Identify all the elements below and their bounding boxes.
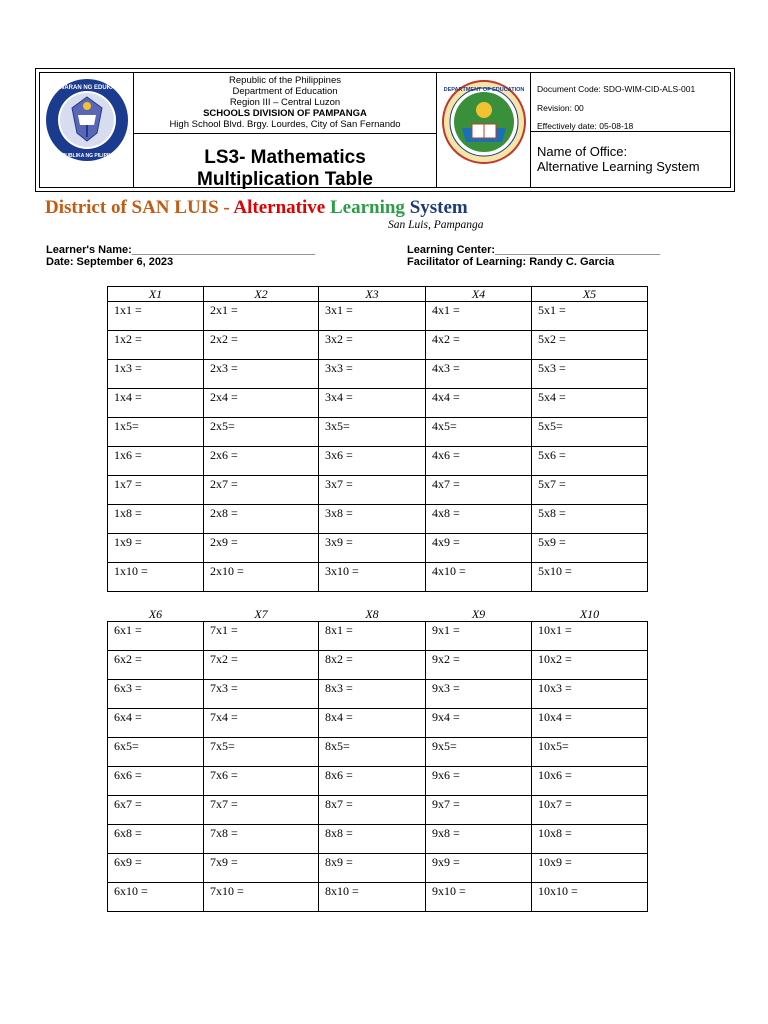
header-divider: [436, 73, 437, 187]
table-row: [108, 563, 648, 592]
equation-label: 6x10 =: [114, 884, 148, 898]
equation-label: 3x3 =: [325, 361, 353, 375]
equation-label: 2x1 =: [210, 303, 238, 317]
answer-cell[interactable]: [108, 622, 204, 651]
answer-cell[interactable]: [204, 331, 319, 360]
equation-label: 5x9 =: [538, 535, 566, 549]
document-header: [35, 68, 735, 192]
equation-label: 3x6 =: [325, 448, 353, 462]
equation-label: 10x5=: [538, 739, 569, 753]
answer-cell[interactable]: [108, 447, 204, 476]
answer-cell[interactable]: [426, 505, 532, 534]
answer-cell[interactable]: [204, 883, 319, 912]
column-header: X9: [426, 607, 532, 622]
district-word-system: System: [409, 197, 468, 218]
office-name: Alternative Learning System: [537, 159, 700, 174]
answer-cell[interactable]: [426, 389, 532, 418]
equation-label: 5x2 =: [538, 332, 566, 346]
answer-cell[interactable]: [108, 360, 204, 389]
column-header: X7: [204, 607, 319, 622]
answer-cell[interactable]: [108, 534, 204, 563]
answer-cell[interactable]: [532, 389, 648, 418]
equation-label: 1x5=: [114, 419, 139, 433]
answer-cell[interactable]: [532, 331, 648, 360]
answer-cell[interactable]: [108, 825, 204, 854]
equation-label: 9x9 =: [432, 855, 460, 869]
answer-cell[interactable]: [319, 505, 426, 534]
equation-label: 9x5=: [432, 739, 457, 753]
equation-label: 3x2 =: [325, 332, 353, 346]
equation-label: 7x2 =: [210, 652, 238, 666]
equation-label: 2x6 =: [210, 448, 238, 462]
answer-cell[interactable]: [319, 418, 426, 447]
equation-label: 6x2 =: [114, 652, 142, 666]
table-row: [108, 680, 648, 709]
equation-label: 8x4 =: [325, 710, 353, 724]
svg-text:DEPARTMENT OF EDUCATION: DEPARTMENT OF EDUCATION: [443, 87, 525, 93]
equation-label: 3x4 =: [325, 390, 353, 404]
equation-label: 4x6 =: [432, 448, 460, 462]
answer-cell[interactable]: [532, 476, 648, 505]
table-row: [108, 825, 648, 854]
equation-label: 10x1 =: [538, 623, 572, 637]
svg-text:KAGAWARAN NG EDUKASYON: KAGAWARAN NG EDUKASYON: [44, 85, 130, 91]
equation-label: 7x5=: [210, 739, 235, 753]
learning-center-field[interactable]: Learning Center:___________________________: [407, 244, 661, 256]
equation-label: 1x10 =: [114, 564, 148, 578]
answer-cell[interactable]: [204, 622, 319, 651]
answer-cell[interactable]: [532, 360, 648, 389]
answer-cell[interactable]: [532, 534, 648, 563]
equation-label: 1x2 =: [114, 332, 142, 346]
answer-cell[interactable]: [319, 738, 426, 767]
district-separator: -: [218, 197, 234, 218]
multiplication-table-6-10: [107, 607, 648, 912]
equation-label: 1x4 =: [114, 390, 142, 404]
table-row: [108, 883, 648, 912]
district-location: San Luis, Pampanga: [388, 219, 484, 231]
answer-cell[interactable]: [319, 389, 426, 418]
equation-label: 7x4 =: [210, 710, 238, 724]
table-row: [108, 331, 648, 360]
answer-cell[interactable]: [426, 680, 532, 709]
office-address-block: [134, 75, 436, 130]
answer-cell[interactable]: [532, 447, 648, 476]
equation-label: 8x1 =: [325, 623, 353, 637]
answer-cell[interactable]: [204, 447, 319, 476]
equation-label: 10x9 =: [538, 855, 572, 869]
table-row: [108, 709, 648, 738]
equation-label: 9x3 =: [432, 681, 460, 695]
effective-date: Effectively date: 05-08-18: [537, 121, 634, 131]
answer-cell[interactable]: [426, 447, 532, 476]
district-word-learning: Learning: [329, 197, 405, 218]
equation-label: 5x8 =: [538, 506, 566, 520]
equation-label: 10x3 =: [538, 681, 572, 695]
column-header: X3: [319, 287, 426, 302]
equation-label: 8x9 =: [325, 855, 353, 869]
answer-cell[interactable]: [108, 796, 204, 825]
answer-cell[interactable]: [532, 825, 648, 854]
answer-cell[interactable]: [204, 796, 319, 825]
equation-label: 5x10 =: [538, 564, 572, 578]
answer-cell[interactable]: [319, 796, 426, 825]
answer-cell[interactable]: [319, 360, 426, 389]
equation-label: 1x1 =: [114, 303, 142, 317]
answer-cell[interactable]: [426, 331, 532, 360]
answer-cell[interactable]: [108, 651, 204, 680]
answer-cell[interactable]: [204, 534, 319, 563]
deped-seal-logo: [44, 77, 130, 163]
equation-label: 7x3 =: [210, 681, 238, 695]
column-header: X6: [108, 607, 204, 622]
table-row: [108, 505, 648, 534]
answer-cell[interactable]: [204, 825, 319, 854]
equation-label: 6x7 =: [114, 797, 142, 811]
equation-label: 7x1 =: [210, 623, 238, 637]
answer-cell[interactable]: [108, 738, 204, 767]
equation-label: 8x3 =: [325, 681, 353, 695]
answer-cell[interactable]: [204, 854, 319, 883]
equation-label: 10x2 =: [538, 652, 572, 666]
equation-label: 4x8 =: [432, 506, 460, 520]
table-row: [108, 854, 648, 883]
district-word-alternative: Alternative: [233, 197, 326, 218]
answer-cell[interactable]: [532, 796, 648, 825]
equation-label: 9x4 =: [432, 710, 460, 724]
table-row: [108, 476, 648, 505]
answer-cell[interactable]: [532, 709, 648, 738]
address-line: High School Blvd. Brgy. Lourdes, City of San Fernando: [169, 119, 401, 130]
equation-label: 6x3 =: [114, 681, 142, 695]
answer-cell[interactable]: [108, 767, 204, 796]
answer-cell[interactable]: [532, 767, 648, 796]
answer-cell[interactable]: [204, 389, 319, 418]
equation-label: 4x10 =: [432, 564, 466, 578]
answer-cell[interactable]: [426, 854, 532, 883]
equation-label: 9x6 =: [432, 768, 460, 782]
multiplication-table-1-5: [107, 286, 648, 592]
answer-cell[interactable]: [319, 680, 426, 709]
table-row: [108, 651, 648, 680]
column-header: X5: [532, 287, 648, 302]
column-header: X2: [204, 287, 319, 302]
table-row: [108, 534, 648, 563]
answer-cell[interactable]: [108, 563, 204, 592]
answer-cell[interactable]: [319, 651, 426, 680]
equation-label: 10x7 =: [538, 797, 572, 811]
equation-label: 7x9 =: [210, 855, 238, 869]
answer-cell[interactable]: [108, 505, 204, 534]
table-row: [108, 418, 648, 447]
equation-label: 7x10 =: [210, 884, 244, 898]
answer-cell[interactable]: [204, 418, 319, 447]
equation-label: 5x1 =: [538, 303, 566, 317]
answer-cell[interactable]: [204, 680, 319, 709]
equation-label: 2x5=: [210, 419, 235, 433]
equation-label: 5x4 =: [538, 390, 566, 404]
equation-label: 8x6 =: [325, 768, 353, 782]
equation-label: 9x1 =: [432, 623, 460, 637]
column-header: X8: [319, 607, 426, 622]
answer-cell[interactable]: [426, 563, 532, 592]
equation-label: 2x3 =: [210, 361, 238, 375]
header-divider: [530, 131, 730, 132]
table-row: [108, 302, 648, 331]
answer-cell[interactable]: [204, 360, 319, 389]
answer-cell[interactable]: [204, 767, 319, 796]
equation-label: 6x8 =: [114, 826, 142, 840]
equation-label: 4x1 =: [432, 303, 460, 317]
equation-label: 3x1 =: [325, 303, 353, 317]
answer-cell[interactable]: [532, 854, 648, 883]
answer-cell[interactable]: [426, 651, 532, 680]
equation-label: 5x7 =: [538, 477, 566, 491]
answer-cell[interactable]: [426, 738, 532, 767]
equation-label: 10x10 =: [538, 884, 578, 898]
equation-label: 3x7 =: [325, 477, 353, 491]
answer-cell[interactable]: [319, 476, 426, 505]
equation-label: 6x5=: [114, 739, 139, 753]
answer-cell[interactable]: [204, 563, 319, 592]
office-label: Name of Office:: [537, 144, 628, 159]
answer-cell[interactable]: [319, 331, 426, 360]
answer-cell[interactable]: [426, 767, 532, 796]
learner-name-field[interactable]: Learner's Name:______________________________: [46, 244, 316, 256]
answer-cell[interactable]: [108, 418, 204, 447]
answer-cell[interactable]: [319, 447, 426, 476]
answer-cell[interactable]: [532, 622, 648, 651]
answer-cell[interactable]: [426, 302, 532, 331]
equation-label: 6x4 =: [114, 710, 142, 724]
equation-label: 2x7 =: [210, 477, 238, 491]
equation-label: 8x2 =: [325, 652, 353, 666]
equation-label: 8x5=: [325, 739, 350, 753]
answer-cell[interactable]: [532, 418, 648, 447]
answer-cell[interactable]: [319, 622, 426, 651]
answer-cell[interactable]: [108, 854, 204, 883]
column-header: X4: [426, 287, 532, 302]
equation-label: 3x9 =: [325, 535, 353, 549]
equation-label: 7x6 =: [210, 768, 238, 782]
answer-cell[interactable]: [319, 534, 426, 563]
equation-label: 5x6 =: [538, 448, 566, 462]
equation-label: 1x8 =: [114, 506, 142, 520]
equation-label: 6x6 =: [114, 768, 142, 782]
answer-cell[interactable]: [426, 883, 532, 912]
answer-cell[interactable]: [204, 651, 319, 680]
division-line: SCHOOLS DIVISION OF PAMPANGA: [203, 108, 367, 119]
equation-label: 1x7 =: [114, 477, 142, 491]
answer-cell[interactable]: [319, 302, 426, 331]
answer-cell[interactable]: [319, 709, 426, 738]
answer-cell[interactable]: [532, 302, 648, 331]
date-line: Date: September 6, 2023: [46, 256, 174, 268]
equation-label: 10x4 =: [538, 710, 572, 724]
equation-label: 2x10 =: [210, 564, 244, 578]
equation-label: 6x1 =: [114, 623, 142, 637]
answer-cell[interactable]: [108, 389, 204, 418]
answer-cell[interactable]: [426, 360, 532, 389]
answer-cell[interactable]: [204, 709, 319, 738]
table-row: [108, 447, 648, 476]
equation-label: 8x10 =: [325, 884, 359, 898]
answer-cell[interactable]: [532, 738, 648, 767]
equation-label: 5x3 =: [538, 361, 566, 375]
answer-cell[interactable]: [204, 738, 319, 767]
equation-label: 8x7 =: [325, 797, 353, 811]
equation-label: 2x2 =: [210, 332, 238, 346]
answer-cell[interactable]: [319, 563, 426, 592]
region-line: Region III – Central Luzon: [229, 97, 341, 108]
equation-label: 1x6 =: [114, 448, 142, 462]
answer-cell[interactable]: [426, 825, 532, 854]
table-row: [108, 767, 648, 796]
equation-label: 3x8 =: [325, 506, 353, 520]
equation-label: 5x5=: [538, 419, 563, 433]
title-line-2: Multiplication Table: [197, 169, 373, 190]
answer-cell[interactable]: [532, 505, 648, 534]
equation-label: 9x7 =: [432, 797, 460, 811]
answer-cell[interactable]: [532, 680, 648, 709]
revision-number: Revision: 00: [537, 103, 584, 113]
equation-label: 10x6 =: [538, 768, 572, 782]
answer-cell[interactable]: [426, 709, 532, 738]
answer-cell[interactable]: [108, 680, 204, 709]
header-divider: [133, 133, 436, 134]
equation-label: 10x8 =: [538, 826, 572, 840]
equation-label: 4x4 =: [432, 390, 460, 404]
answer-cell[interactable]: [108, 476, 204, 505]
answer-cell[interactable]: [108, 883, 204, 912]
equation-label: 7x8 =: [210, 826, 238, 840]
answer-cell[interactable]: [319, 883, 426, 912]
equation-label: 2x8 =: [210, 506, 238, 520]
equation-label: 2x4 =: [210, 390, 238, 404]
equation-label: 9x8 =: [432, 826, 460, 840]
answer-cell[interactable]: [204, 476, 319, 505]
equation-label: 8x8 =: [325, 826, 353, 840]
answer-cell[interactable]: [319, 854, 426, 883]
equation-label: 4x5=: [432, 419, 457, 433]
facilitator-line: Facilitator of Learning: Randy C. Garcia: [407, 256, 615, 268]
answer-cell[interactable]: [204, 505, 319, 534]
department-line: Department of Education: [232, 86, 338, 97]
equation-label: 9x2 =: [432, 652, 460, 666]
answer-cell[interactable]: [532, 651, 648, 680]
answer-cell[interactable]: [426, 418, 532, 447]
table-row: [108, 738, 648, 767]
svg-text:REPUBLIKA NG PILIPINAS: REPUBLIKA NG PILIPINAS: [55, 153, 119, 159]
column-header: X10: [532, 607, 648, 622]
header-divider: [530, 73, 531, 187]
answer-cell[interactable]: [532, 563, 648, 592]
table-row: [108, 389, 648, 418]
page-title: [134, 147, 436, 191]
equation-label: 6x9 =: [114, 855, 142, 869]
equation-label: 9x10 =: [432, 884, 466, 898]
division-seal-logo: [442, 80, 526, 164]
table-row: [108, 622, 648, 651]
equation-label: 4x9 =: [432, 535, 460, 549]
equation-label: 4x7 =: [432, 477, 460, 491]
answer-cell[interactable]: [319, 825, 426, 854]
answer-cell[interactable]: [426, 534, 532, 563]
answer-cell[interactable]: [426, 622, 532, 651]
answer-cell[interactable]: [426, 476, 532, 505]
country-line: Republic of the Philippines: [229, 75, 341, 86]
district-name: District of SAN LUIS: [45, 197, 219, 218]
answer-cell[interactable]: [204, 302, 319, 331]
equation-label: 7x7 =: [210, 797, 238, 811]
equation-label: 3x5=: [325, 419, 350, 433]
equation-label: 4x2 =: [432, 332, 460, 346]
answer-cell[interactable]: [319, 767, 426, 796]
column-header: X1: [108, 287, 204, 302]
table-row: [108, 360, 648, 389]
title-line-1: LS3- Mathematics: [204, 147, 366, 168]
document-code: Document Code: SDO-WIM-CID-ALS-001: [537, 84, 696, 94]
district-heading: [45, 197, 468, 219]
equation-label: 2x9 =: [210, 535, 238, 549]
equation-label: 3x10 =: [325, 564, 359, 578]
table-row: [108, 796, 648, 825]
equation-label: 1x3 =: [114, 361, 142, 375]
answer-cell[interactable]: [108, 302, 204, 331]
answer-cell[interactable]: [108, 331, 204, 360]
equation-label: 1x9 =: [114, 535, 142, 549]
answer-cell[interactable]: [532, 883, 648, 912]
answer-cell[interactable]: [426, 796, 532, 825]
equation-label: 4x3 =: [432, 361, 460, 375]
header-inner-frame: [39, 72, 731, 188]
answer-cell[interactable]: [108, 709, 204, 738]
